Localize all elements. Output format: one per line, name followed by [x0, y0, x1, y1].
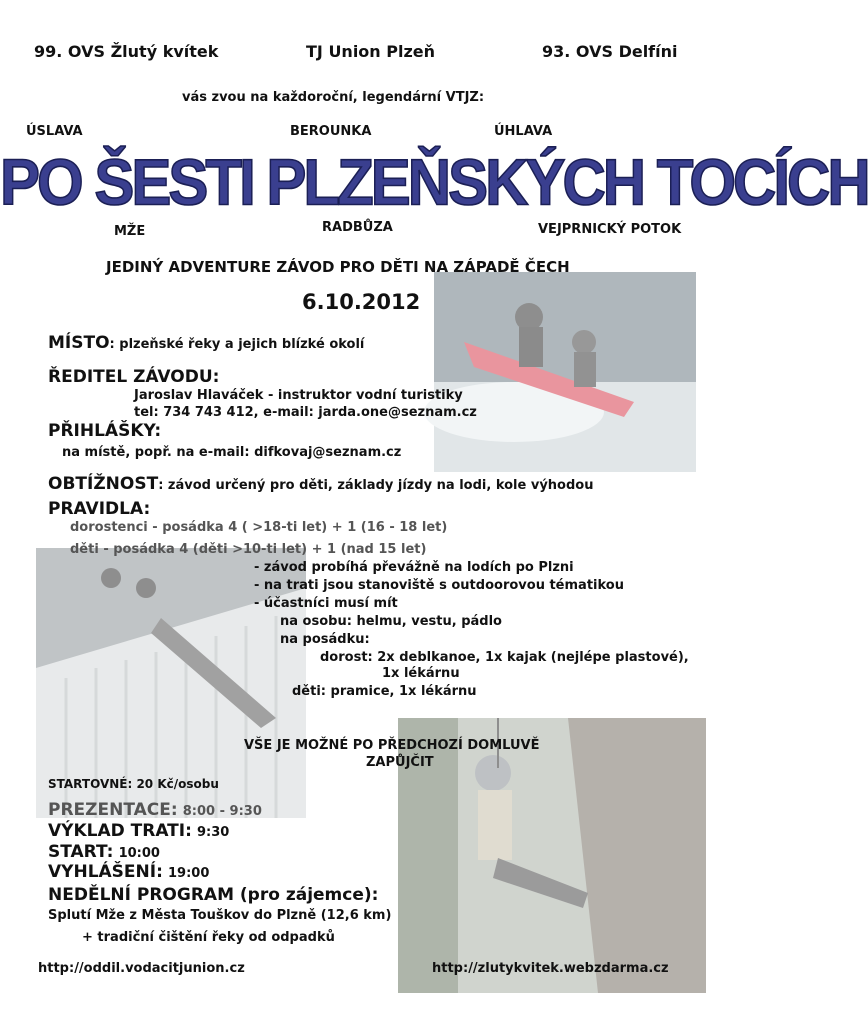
misto-label: MÍSTO — [48, 333, 110, 353]
obtiznost-value: : závod určený pro děti, základy jízdy na lodi, kole výhodou — [158, 478, 594, 493]
rule-1: - závod probíhá převážně na lodích po Plzni — [254, 560, 574, 575]
rule-deti-2: děti: pramice, 1x lékárnu — [292, 684, 477, 699]
invite-text: vás zvou na každoroční, legendární VTJZ: — [182, 90, 485, 105]
vyklad-row — [48, 821, 229, 841]
reditel-contact: tel: 734 743 412, e-mail: jarda.one@seznam.cz — [134, 405, 477, 420]
obtiznost-label: OBTÍŽNOST — [48, 474, 159, 494]
vyhlaseni-row — [48, 862, 209, 882]
link-zlutykvitek[interactable]: http://zlutykvitek.webzdarma.cz — [432, 961, 669, 976]
river-vejprnicky: VEJPRNICKÝ POTOK — [538, 222, 682, 237]
misto-value: : plzeňské řeky a jejich blízké okolí — [109, 337, 365, 352]
start-row — [48, 842, 160, 862]
borrow-line-1: VŠE JE MOŽNÉ PO PŘEDCHOZÍ DOMLUVĚ — [244, 738, 540, 753]
org-right: 93. OVS Delfíni — [542, 42, 678, 61]
vyklad-value: 9:30 — [197, 825, 230, 840]
reditel-label: ŘEDITEL ZÁVODU: — [48, 367, 220, 387]
kayak-photo — [434, 272, 696, 472]
rule-deti: děti - posádka 4 (děti >10-ti let) + 1 (nad 15 let) — [70, 542, 427, 557]
event-date: 6.10.2012 — [302, 290, 421, 314]
nedelni-line-1: Splutí Mže z Města Touškov do Plzně (12,6 km) — [48, 908, 392, 923]
rule-posadka: na posádku: — [280, 632, 370, 647]
river-uhlava: ÚHLAVA — [494, 124, 553, 139]
start-value: 10:00 — [118, 846, 160, 861]
obtiznost-row — [48, 474, 593, 494]
rule-3: - účastníci musí mít — [254, 596, 398, 611]
startovne: STARTOVNÉ: 20 Kč/osobu — [48, 777, 219, 791]
river-uslava: ÚSLAVA — [26, 124, 83, 139]
river-mze: MŽE — [114, 224, 146, 239]
river-berounka: BEROUNKA — [290, 124, 372, 139]
rule-osoba: na osobu: helmu, vestu, pádlo — [280, 614, 502, 629]
subtitle: JEDINÝ ADVENTURE ZÁVOD PRO DĚTI NA ZÁPADĚ ČECH — [106, 258, 570, 276]
prezentace-value: 8:00 - 9:30 — [182, 804, 262, 819]
org-center: TJ Union Plzeň — [306, 42, 436, 61]
start-label: START: — [48, 842, 114, 862]
rule-2: - na trati jsou stanoviště s outdoorovou tématikou — [254, 578, 624, 593]
vyhlaseni-value: 19:00 — [168, 866, 210, 881]
rule-dorost-2: 1x lékárnu — [382, 666, 460, 681]
rule-dorost: dorost: 2x deblkanoe, 1x kajak (nejlépe plastové), — [320, 650, 689, 665]
prezentace-label: PREZENTACE: — [48, 800, 178, 820]
vyklad-label: VÝKLAD TRATI: — [48, 821, 192, 841]
link-oddil[interactable]: http://oddil.vodacitjunion.cz — [38, 961, 245, 976]
vyhlaseni-label: VYHLÁŠENÍ: — [48, 862, 163, 882]
nedelni-label: NEDĚLNÍ PROGRAM (pro zájemce): — [48, 885, 379, 905]
misto-row — [48, 333, 364, 353]
prihlasky-label: PŘIHLÁŠKY: — [48, 421, 162, 441]
rule-dorostenci: dorostenci - posádka 4 ( >18-ti let) + 1 (16 - 18 let) — [70, 520, 448, 535]
pravidla-label: PRAVIDLA: — [48, 499, 151, 519]
prihlasky-value: na místě, popř. na e-mail: difkovaj@seznam.cz — [62, 445, 402, 460]
climbing-photo — [398, 718, 706, 993]
prezentace-row — [48, 800, 262, 820]
nedelni-line-2: + tradiční čištění řeky od odpadků — [82, 930, 335, 945]
borrow-line-2: ZAPŮJČIT — [366, 755, 434, 770]
org-left: 99. OVS Žlutý kvítek — [34, 42, 219, 61]
poster-title: PO ŠESTI PLZEŇSKÝCH TOCÍCH — [0, 146, 868, 219]
reditel-name: Jaroslav Hlaváček - instruktor vodní turistiky — [134, 388, 463, 403]
river-radbuza: RADBŮZA — [322, 220, 393, 235]
